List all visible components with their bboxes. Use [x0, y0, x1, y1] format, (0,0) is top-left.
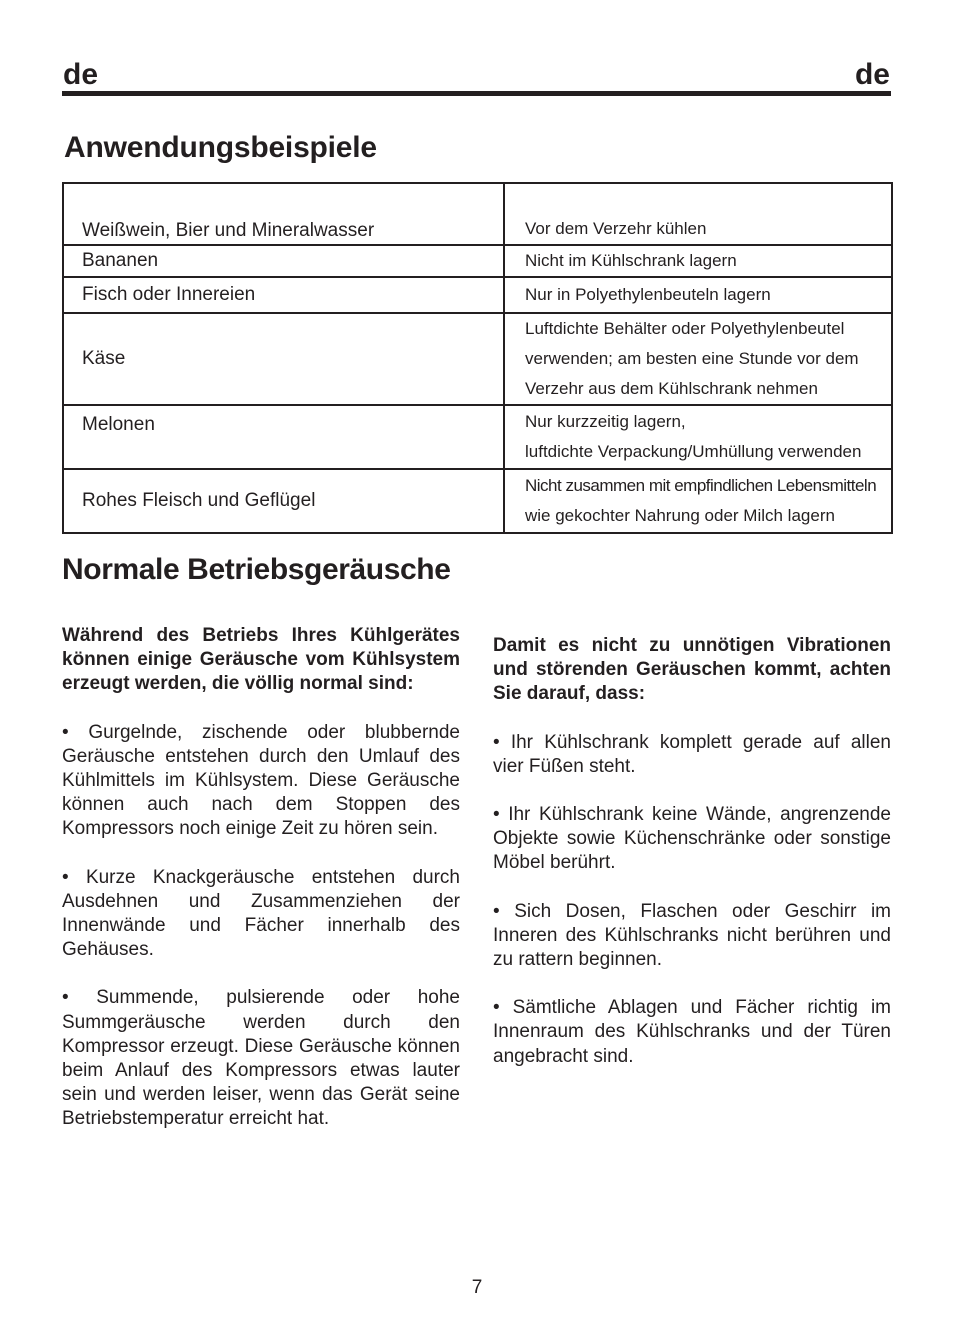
food-cell: Rohes Fleisch und Geflügel — [63, 469, 504, 533]
hint-line: Nicht zusammen mit empfindlichen Lebensmitteln — [525, 476, 877, 495]
usage-table — [62, 182, 893, 534]
hint-line: Nur in Polyethylenbeuteln lagern — [525, 285, 771, 304]
vibration-bullet: • Sich Dosen, Flaschen oder Geschirr im Inneren des Kühlschranks nicht berühren und zu rattern beginnen. — [493, 900, 891, 971]
noises-intro: Während des Betriebs Ihres Kühlgerätes können einige Geräusche vom Kühlsystem erzeugt werden, die völlig normal sind: — [62, 625, 460, 695]
section-title-operating-noises: Normale Betriebsgeräusche — [62, 553, 451, 586]
header-rule — [62, 91, 891, 96]
table-row — [63, 313, 892, 405]
hint-cell — [504, 277, 892, 313]
food-cell: Käse — [63, 313, 504, 405]
page-number: 7 — [471, 1277, 483, 1298]
vibration-bullet: • Ihr Kühlschrank komplett gerade auf allen vier Füßen steht. — [493, 731, 891, 777]
hint-line: wie gekochter Nahrung oder Milch lagern — [525, 506, 835, 525]
table-row — [63, 183, 892, 245]
table-row — [63, 277, 892, 313]
hint-line: Vor dem Verzehr kühlen — [525, 219, 707, 238]
section-title-usage-examples: Anwendungsbeispiele — [64, 131, 377, 164]
food-cell: Bananen — [63, 245, 504, 277]
language-code-right: de — [854, 58, 890, 91]
noise-bullet: • Summende, pulsierende oder hohe Summgeräusche werden durch den Kompressor erzeugt. Diese Geräusche können beim Anlauf des Kompressors etwas lauter sein und werden leiser, wenn das Gerät seine Betriebstemperatur erreicht hat. — [62, 987, 460, 1130]
table-row — [63, 245, 892, 277]
hint-line: verwenden; am besten eine Stunde vor dem — [525, 349, 859, 368]
hint-cell — [504, 183, 892, 245]
hint-cell — [504, 313, 892, 405]
table-row — [63, 405, 892, 469]
table-row — [63, 469, 892, 533]
hint-cell — [504, 405, 892, 469]
vibration-bullet: • Sämtliche Ablagen und Fächer richtig im Innenraum des Kühlschranks und der Türen angebracht sind. — [493, 997, 891, 1067]
vibration-intro: Damit es nicht zu unnötigen Vibrationen und störenden Geräuschen kommt, achten Sie darauf, dass: — [493, 635, 891, 705]
vibration-bullet: • Ihr Kühlschrank keine Wände, angrenzende Objekte sowie Küchenschränke oder sonstige Möbel berührt. — [493, 804, 891, 874]
hint-line: Nur kurzzeitig lagern, — [525, 412, 686, 431]
noises-left-column — [62, 624, 460, 1156]
hint-line: Verzehr aus dem Kühlschrank nehmen — [525, 379, 818, 398]
noises-right-column — [493, 634, 891, 1093]
hint-line: Nicht im Kühlschrank lagern — [525, 251, 737, 270]
hint-line: Luftdichte Behälter oder Polyethylenbeutel — [525, 319, 845, 338]
hint-cell — [504, 469, 892, 533]
noise-bullet: • Kurze Knackgeräusche entstehen durch Ausdehnen und Zusammenziehen der Innenwände und Fächer innerhalb des Gehäuses. — [62, 866, 460, 961]
noise-bullet: • Gurgelnde, zischende oder blubbernde Geräusche entstehen durch den Umlauf des Kühlmittels im Kühlsystem. Diese Geräusche können auch nach dem Stoppen des Kompressors noch einige Zeit zu hören sein. — [62, 721, 460, 840]
hint-cell — [504, 245, 892, 277]
food-cell: Melonen — [63, 405, 504, 469]
food-cell: Weißwein, Bier und Mineralwasser — [63, 183, 504, 245]
language-code-left: de — [63, 58, 99, 91]
hint-line: luftdichte Verpackung/Umhüllung verwenden — [525, 442, 862, 461]
food-cell: Fisch oder Innereien — [63, 277, 504, 313]
